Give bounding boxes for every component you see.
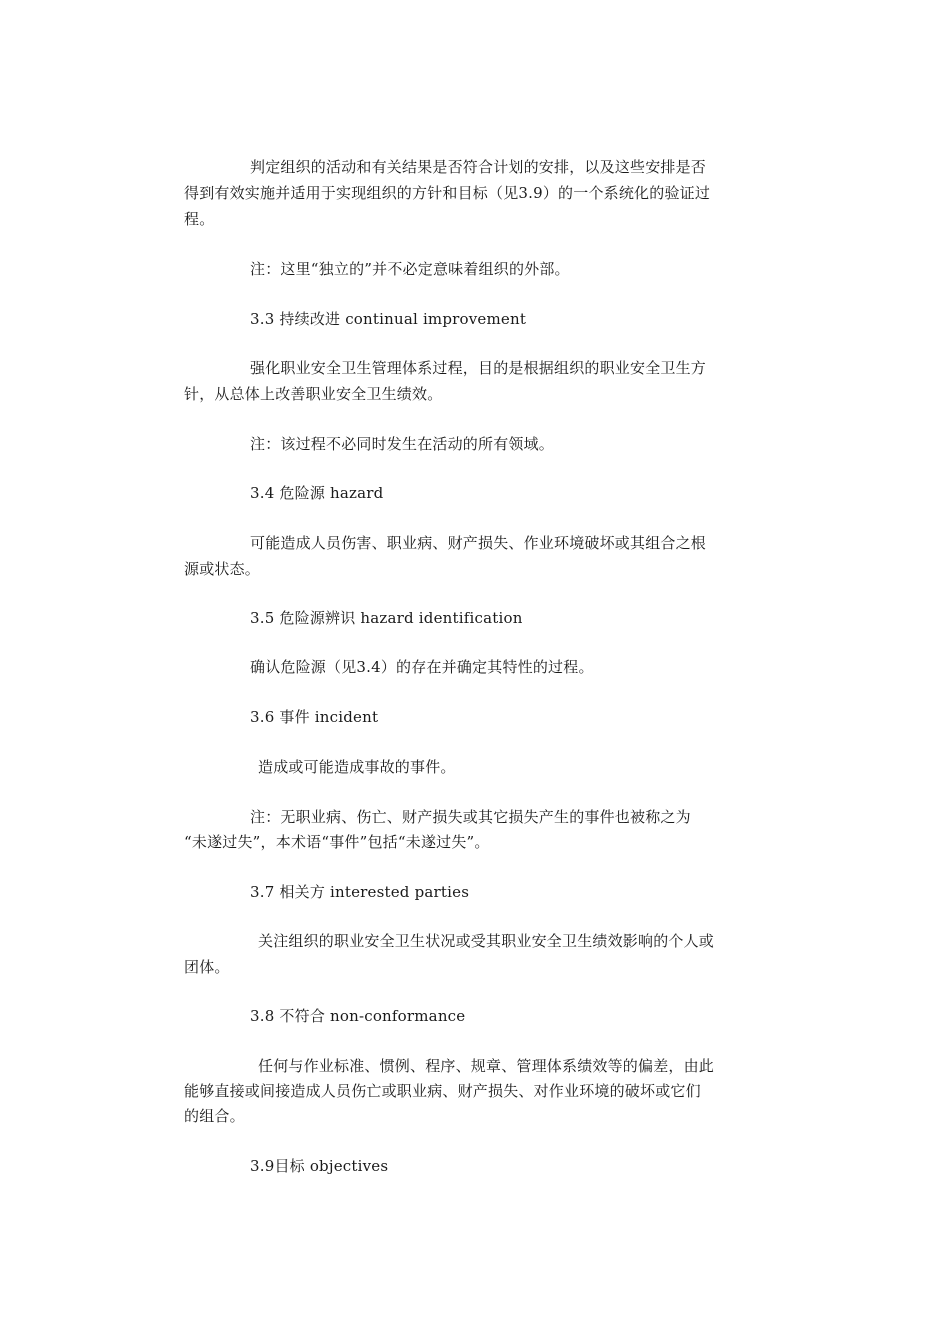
note-text: 注：该过程不必同时发生在活动的所有领域。 [250, 435, 555, 453]
paragraph-line: 团体。 [184, 958, 230, 976]
paragraph-line: 源或状态。 [184, 560, 261, 578]
section-heading-3-8: 3.8 不符合 non-conformance [250, 1007, 466, 1025]
paragraph-line: 能够直接或间接造成人员伤亡或职业病、财产损失、对作业环境的破坏或它们 [184, 1082, 701, 1100]
paragraph-line: 得到有效实施并适用于实现组织的方针和目标（见3.9）的一个系统化的验证过 [184, 184, 711, 202]
paragraph-line: 判定组织的活动和有关结果是否符合计划的安排，以及这些安排是否 [250, 158, 707, 176]
section-heading-3-3: 3.3 持续改进 continual improvement [250, 310, 527, 328]
note-text: 注：无职业病、伤亡、财产损失或其它损失产生的事件也被称之为 [250, 808, 691, 826]
paragraph-line: 针，从总体上改善职业安全卫生绩效。 [184, 385, 443, 403]
paragraph-line: 关注组织的职业安全卫生状况或受其职业安全卫生绩效影响的个人或 [258, 932, 715, 950]
section-heading-3-9: 3.9目标 objectives [250, 1157, 389, 1175]
paragraph-line: 确认危险源（见3.4）的存在并确定其特性的过程。 [250, 658, 594, 676]
paragraph-line: 可能造成人员伤害、职业病、财产损失、作业环境破坏或其组合之根 [250, 534, 707, 552]
paragraph-line: 的组合。 [184, 1107, 245, 1125]
section-heading-3-7: 3.7 相关方 interested parties [250, 883, 470, 901]
paragraph-line: 任何与作业标准、惯例、程序、规章、管理体系绩效等的偏差，由此 [258, 1057, 715, 1075]
paragraph-line: 程。 [184, 210, 215, 228]
section-heading-3-6: 3.6 事件 incident [250, 708, 379, 726]
note-text: 注：这里“独立的”并不必定意味着组织的外部。 [250, 260, 570, 278]
paragraph-line: 造成或可能造成事故的事件。 [258, 758, 456, 776]
section-heading-3-4: 3.4 危险源 hazard [250, 484, 384, 502]
note-text: “未遂过失”，本术语“事件”包括“未遂过失”。 [184, 833, 490, 851]
paragraph-line: 强化职业安全卫生管理体系过程，目的是根据组织的职业安全卫生方 [250, 359, 707, 377]
section-heading-3-5: 3.5 危险源辨识 hazard identification [250, 609, 523, 627]
